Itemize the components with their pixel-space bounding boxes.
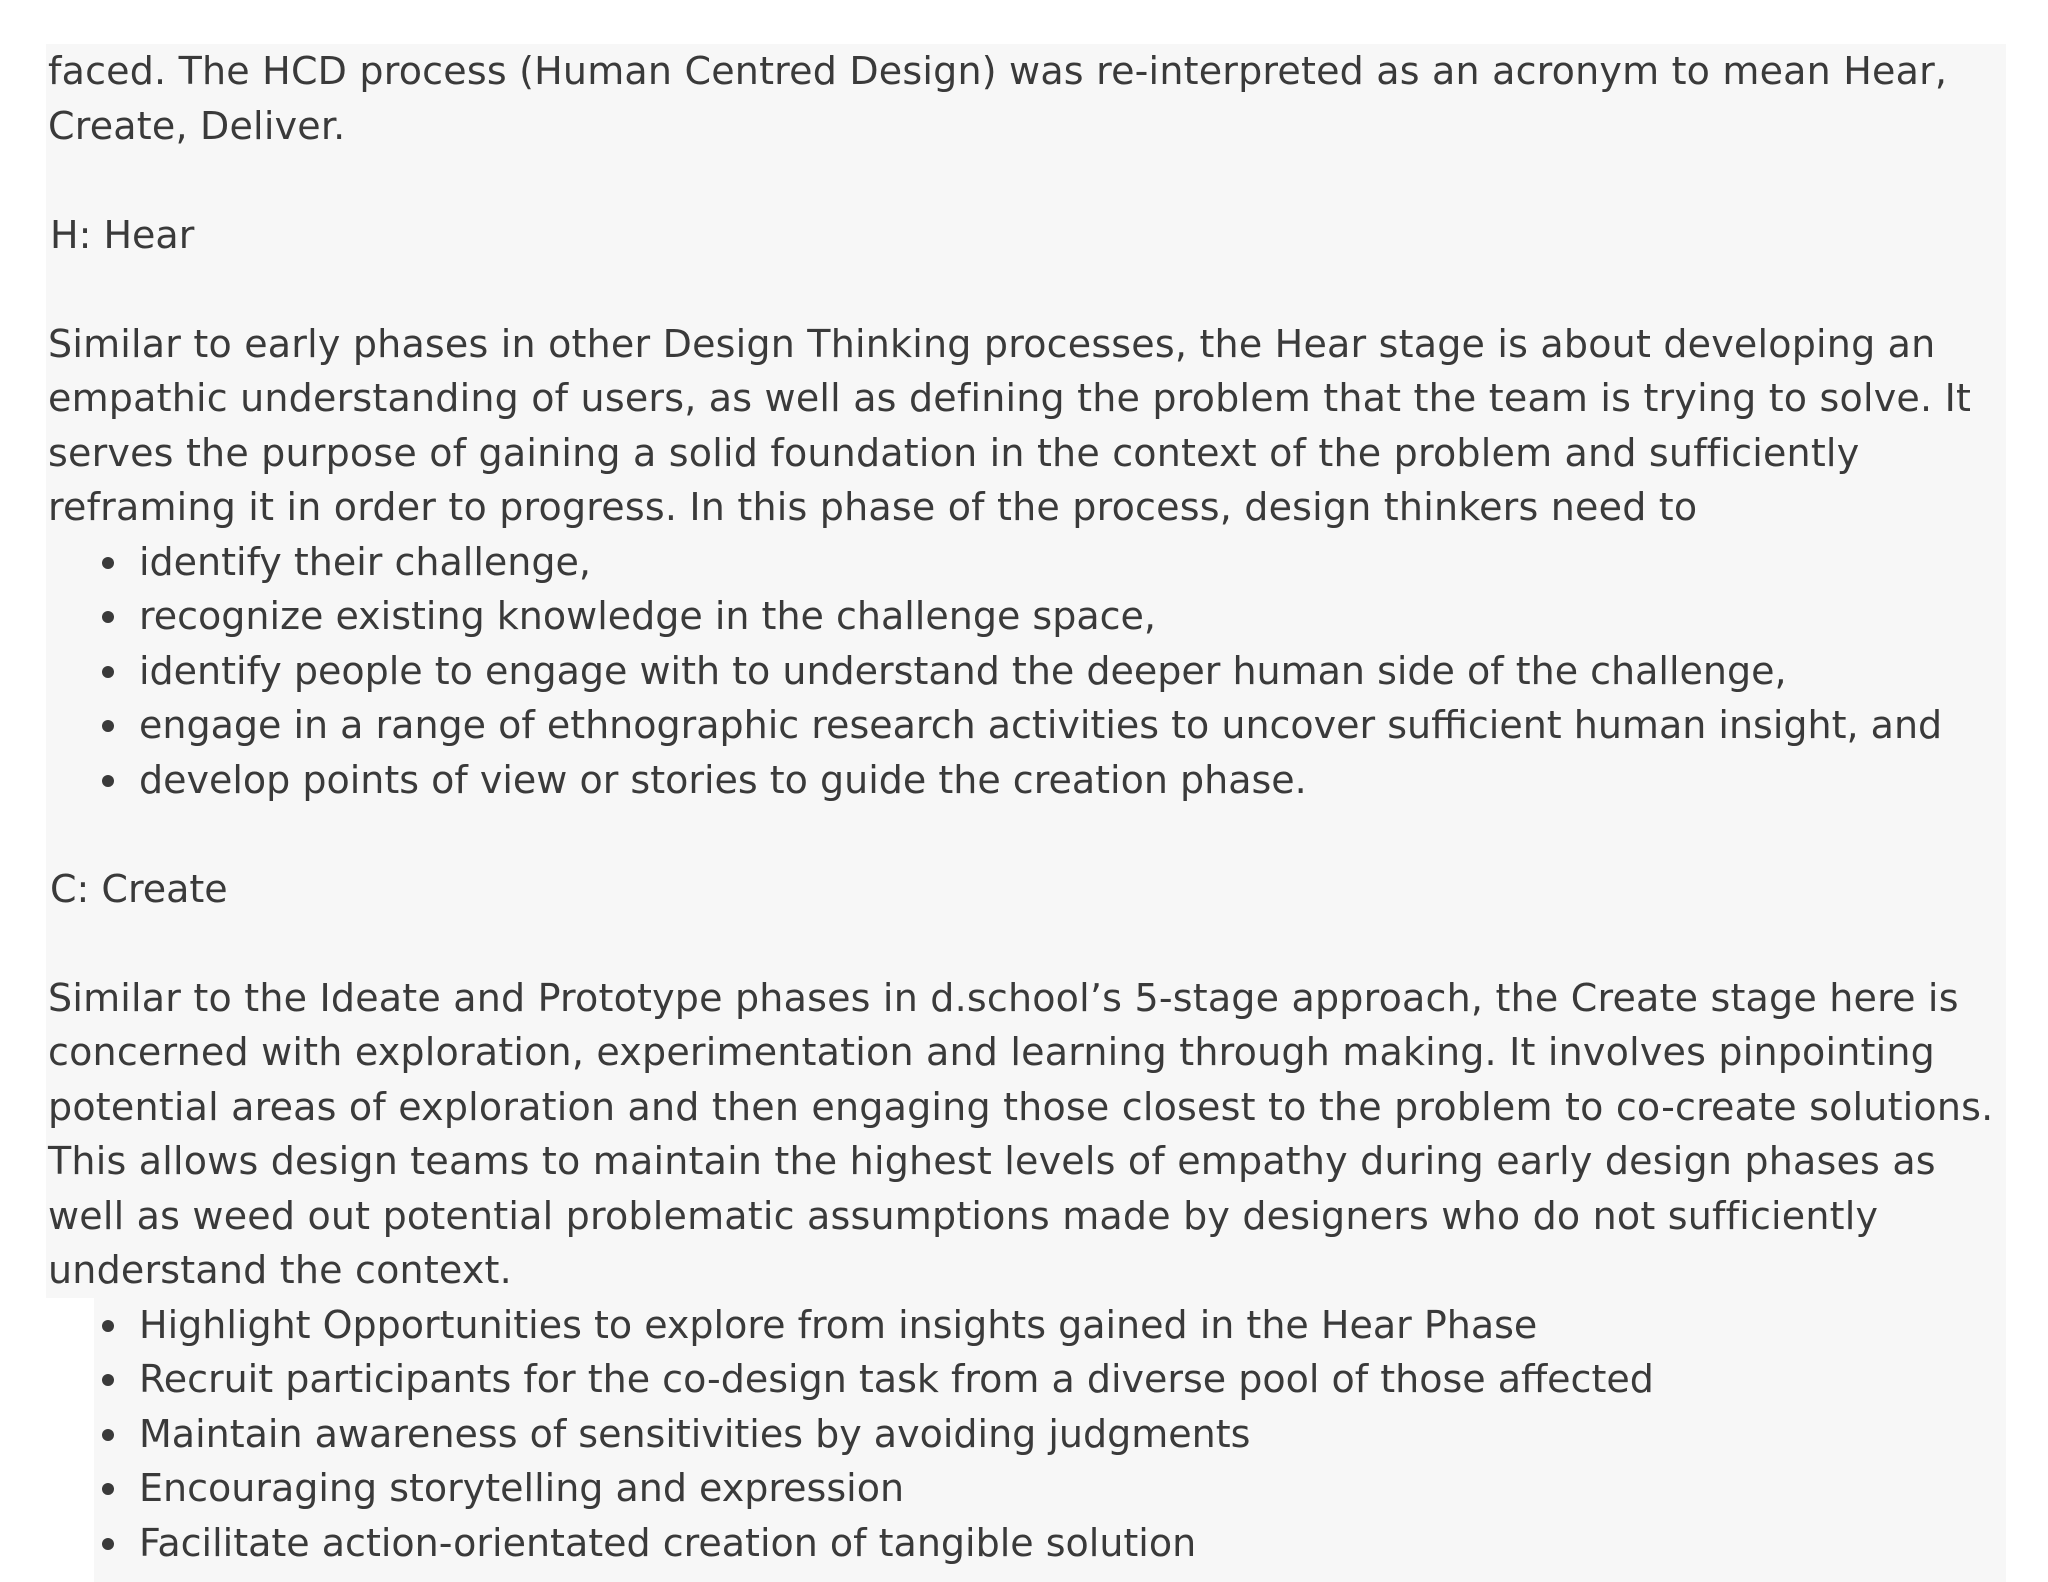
list-item-text: Facilitate action-orientated creation of tangible solution xyxy=(139,1520,1197,1565)
bullet-icon xyxy=(102,611,114,623)
bullet-icon xyxy=(102,1429,114,1441)
bullet-icon xyxy=(102,775,114,787)
list-item-text: Highlight Opportunities to explore from insights gained in the Hear Phase xyxy=(139,1302,1538,1347)
create-heading: C: Create xyxy=(50,866,228,911)
spacer xyxy=(46,262,2006,317)
bullet-icon xyxy=(102,1374,114,1386)
bullet-icon xyxy=(102,720,114,732)
list-item xyxy=(94,698,2006,753)
bullet-icon xyxy=(102,557,114,569)
bullet-icon xyxy=(102,1483,114,1495)
bullet-icon xyxy=(102,666,114,678)
hear-bullet-list xyxy=(46,535,2006,808)
list-item xyxy=(94,1461,2006,1516)
create-list-section xyxy=(94,1298,2006,1582)
list-item xyxy=(94,1352,2006,1407)
create-paragraph: Similar to the Ideate and Prototype phases in d.school’s 5-stage approach, the Create stage here is concerned with exploration, experimentation and learning through making. It involves pinpointing potential areas of exploration and then engaging those closest to the problem to co-create solutions. This allows design teams to maintain the highest levels of empathy during early design phases as well as weed out potential problematic assumptions made by designers who do not sufficiently understand the context. xyxy=(48,975,1994,1292)
list-tail xyxy=(94,1570,2006,1582)
list-item xyxy=(94,1298,2006,1353)
bullet-icon xyxy=(102,1320,114,1332)
list-item xyxy=(94,535,2006,590)
intro-section xyxy=(46,44,2006,1298)
hear-paragraph: Similar to early phases in other Design Thinking processes, the Hear stage is about developing an empathic understanding of users, as well as defining the problem that the team is trying to solve. It serves the purpose of gaining a solid foundation in the context of the problem and sufficiently reframing it in order to progress. In this phase of the process, design thinkers need to xyxy=(48,321,1972,529)
list-item xyxy=(94,1407,2006,1462)
bullet-icon xyxy=(102,1538,114,1550)
list-item xyxy=(94,644,2006,699)
create-bullet-list xyxy=(94,1298,2006,1571)
spacer xyxy=(46,153,2006,208)
list-item-text: Recruit participants for the co-design task from a diverse pool of those affected xyxy=(139,1357,1654,1401)
list-item-text: Maintain awareness of sensitivities by avoiding judgments xyxy=(139,1411,1251,1456)
list-item-text: engage in a range of ethnographic research activities to uncover sufficient human insight, and xyxy=(139,703,1943,747)
list-item-text: Encouraging storytelling and expression xyxy=(139,1466,905,1510)
spacer xyxy=(46,916,2006,971)
list-item xyxy=(94,753,2006,808)
hear-heading: H: Hear xyxy=(50,212,195,257)
document-body xyxy=(46,44,2006,1582)
list-item-text: recognize existing knowledge in the challenge space, xyxy=(139,594,1156,638)
list-item-text: identify people to engage with to understand the deeper human side of the challenge, xyxy=(139,648,1787,693)
list-item xyxy=(94,589,2006,644)
spacer xyxy=(46,807,2006,862)
intro-paragraph: faced. The HCD process (Human Centred Design) was re-interpreted as an acronym to mean Hear, Create, Deliver. xyxy=(48,49,1948,148)
list-item xyxy=(94,1516,2006,1571)
list-item-text: develop points of view or stories to guide the creation phase. xyxy=(139,757,1307,802)
list-item-text: identify their challenge, xyxy=(139,539,591,584)
